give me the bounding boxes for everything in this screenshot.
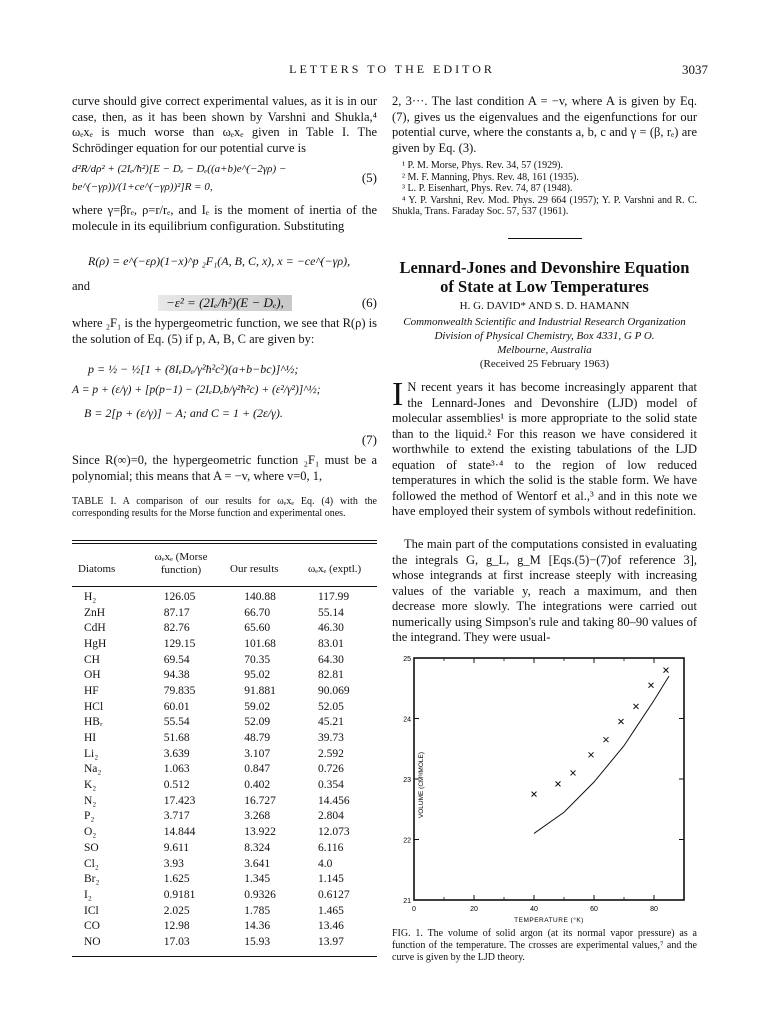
page-number: 3037 [682,62,708,77]
table-top-rule [72,540,377,541]
table-row [72,636,377,652]
table-cell: O₂ [84,826,97,839]
table-cell: 3.268 [244,810,271,823]
table-cell: I₂ [84,888,92,901]
table-cell: 0.9181 [163,888,196,901]
table-cell: 3.717 [163,810,190,823]
affiliation-line-2: Division of Physical Chemistry, Box 4331, G P O. [434,330,655,342]
figure-caption: FIG. 1. The volume of solid argon (at its normal vapor pressure) as a function of the temperature. The crosses are experimental values,⁷ and the curve is given by the LJD theory. [392,928,697,963]
reference-list [392,160,697,218]
table-cell: 59.02 [244,700,271,713]
table-cell: K₂ [84,779,97,792]
table-cell: N₂ [84,794,97,807]
table-row [72,762,377,778]
table-cell: H₂ [84,590,97,603]
table-cell: 66.70 [244,606,271,619]
table-cell: 14.456 [317,794,350,807]
y-tick-label: 23 [403,777,411,784]
col-header-our-results: Our results [230,563,279,575]
table-cell: 0.402 [244,779,271,792]
col-header-diatoms: Diatoms [78,563,116,575]
table-cell: 82.81 [317,669,344,682]
table-cell: 1.785 [244,904,271,917]
y-tick-label: 21 [403,898,411,905]
table-cell: 14.844 [163,826,196,839]
table-cell: 3.641 [244,857,271,870]
table-cell: 39.73 [317,732,344,745]
experimental-point [634,704,639,709]
plot-frame [414,658,684,900]
table-cell: 129.15 [163,637,196,650]
table-row [72,746,377,762]
table-cell: HgH [84,637,107,650]
table-top-rule-2 [72,543,377,544]
x-tick-label: 0 [412,906,416,913]
table-caption: TABLE I. A comparison of our results for ωₑxₑ Eq. (4) with the corresponding results for the Morse function and experimental ones. [72,496,377,519]
table-cell: 4.0 [317,857,333,870]
table-cell: Cl₂ [84,857,99,870]
table-row [72,777,377,793]
table-row [72,589,377,605]
table-row [72,934,377,950]
table-header-rule [72,586,377,587]
table-cell: 140.88 [244,590,276,603]
table-cell: 51.68 [163,732,190,745]
table-cell: 94.38 [163,669,190,682]
table-cell: 3.639 [163,747,190,760]
experimental-point [604,737,609,742]
table-cell: 3.93 [163,857,184,870]
table-cell: ICl [84,904,99,917]
table-cell: HBᵣ [84,716,103,729]
table-cell: 12.073 [317,826,350,839]
table-cell: 1.465 [317,904,344,917]
table-cell: Na₂ [84,763,102,776]
body-paragraph-2: The main part of the computations consisted in evaluating the integrals G, g_L, g_M [Eqs.(5)−(7)of reference 3], whose integrands at first increase steeply with increasing values of the variable y, reach a maximum, and then decrease more slowly. The integrations were carried out numerically using Simpson's rule and taking 80–90 values of the integrand. They were usual- [392,537,697,644]
table-cell: Br₂ [84,873,100,886]
table-cell: 117.99 [317,590,350,603]
running-title: LETTERS TO THE EDITOR [289,62,495,76]
table-row [72,683,377,699]
table-row [72,840,377,856]
table-row [72,871,377,887]
experimental-point [619,719,624,724]
table-cell: 2.025 [163,904,190,917]
table-cell: 1.145 [317,873,344,886]
table-cell: 69.54 [163,653,190,666]
table-cell: 3.107 [244,747,271,760]
table-cell: 1.063 [163,763,190,776]
table-cell: ZnH [84,606,106,619]
table-cell: 0.354 [317,779,344,792]
reference-1: ¹ P. M. Morse, Phys. Rev. 34, 57 (1929). [402,160,563,171]
table-row [72,887,377,903]
body-paragraph-1: I N recent years it has become increasingly apparent that the Lennard-Jones and Devonshire (LJD) model of molecular assemblies¹ is more appropriate to the solid state than to the liquid.² For this reason we have considered it worthwhile to extend the existing tabulations of the LJD equation of state³·⁴ to the region of low reduced temperatures in which the solid is the stable form. We have followed the method of Wentorf et al.,³ and in this note we have employed their system of symbols without redefinition. [392,376,697,518]
table-row [72,667,377,683]
affiliation-line-3: Melbourne, Australia [497,344,592,356]
table-cell: HI [84,732,97,745]
article-title: Lennard-Jones and Devonshire Equation of State at Low Temperatures [399,258,690,296]
x-tick-label: 20 [470,906,478,913]
table-cell: 0.726 [317,763,344,776]
table-cell: 79.835 [163,684,196,697]
equation-5: d²R/dρ² + (2Iₑ/ħ²)[E − Dₑ − Dₑ((a+b)e^(−2γρ) − be^(−γρ))/(1+ce^(−γρ))²]R = 0, (5) [72,163,377,193]
and-text: and [72,279,91,293]
experimental-point [532,792,537,797]
section-divider [508,238,582,239]
table-cell: 15.93 [244,935,271,948]
ljd-theory-curve [534,676,669,833]
y-tick-label: 24 [403,716,411,724]
table-cell: 1.625 [163,873,190,886]
table-cell: 55.54 [163,716,190,729]
equation-substitution: R(ρ) = e^(−ερ)(1−x)^p ₂F₁(A, B, C, x), x = −ce^(−γρ), [88,254,351,268]
table-cell: CH [84,653,100,666]
table-cell: 13.46 [317,920,344,933]
table-cell: 0.847 [244,763,271,776]
experimental-point [556,781,561,786]
table-cell: 65.60 [244,622,271,635]
table-cell: 2.592 [317,747,344,760]
table-cell: OH [84,669,101,682]
table-row [72,699,377,715]
table-cell: CdH [84,622,106,635]
table-cell: 82.76 [163,622,190,635]
col-header-morse: ωₑxₑ (Morse function) [154,551,208,576]
table-cell: 83.01 [317,637,344,650]
table-cell: Li₂ [84,747,99,760]
table-cell: 0.6127 [317,888,350,901]
table-cell: 60.01 [163,700,190,713]
table-row [72,856,377,872]
table-cell: 55.14 [317,606,344,619]
running-header [72,62,708,82]
reference-3: ³ L. P. Eisenhart, Phys. Rev. 74, 87 (1948). [402,183,573,194]
table-cell: HF [84,684,99,697]
table-cell: 52.09 [244,716,271,729]
y-tick-label: 25 [403,656,411,663]
table-cell: 2.804 [317,810,344,823]
table-cell: 17.423 [163,794,196,807]
x-axis-label: TEMPERATURE (°K) [514,917,584,924]
table-row [72,620,377,636]
equation-7: p = ½ − ½[1 + (8IₑDₑ/γ²ħ²c²)(a+b−bc)]^½; A = p + (ε/γ) + [p(p−1) − (2IₑDₑb/γ²ħ²c) + (ε²/γ²)]^½; B = 2[p + (ε/γ)] − A; and C = 1 + (2ε/γ). (7) [72,362,377,447]
affiliation-line-1: Commonwealth Scientific and Industrial Research Organization [403,316,686,328]
experimental-point [664,668,669,673]
table-cell: 14.36 [244,920,271,933]
table-cell: 126.05 [163,590,196,603]
table-bottom-rule [72,956,377,957]
left-para-4: Since R(∞)=0, the hypergeometric function ₂F₁ must be a polynomial; this means that A = −v, where v=0, 1, [72,453,377,483]
reference-4: ⁴ Y. P. Varshni, Rev. Mod. Phys. 29 664 (1957); Y. P. Varshni and R. C. Shukla, Trans. Faraday Soc. 57, 537 (1961). [392,194,697,217]
table-cell: 46.30 [317,622,344,635]
left-para-2: where γ=βrₑ, ρ=r/rₑ, and Iₑ is the moment of inertia of the molecule in its equilibrium configuration. Substituting [72,203,377,233]
received-date: (Received 25 February 1963) [479,358,610,370]
authors: H. G. DAVID* AND S. D. HAMANN [459,300,630,312]
table-cell: 45.21 [317,716,344,729]
table-cell: P₂ [84,810,95,823]
table-cell: 8.324 [244,841,271,854]
table-row [72,652,377,668]
table-row [72,715,377,731]
table-row [72,605,377,621]
table-cell: 87.17 [163,606,190,619]
table-cell: HCl [84,700,104,713]
table-cell: 64.30 [317,653,344,666]
right-para-1: 2, 3···. The last condition A = −v, where A is given by Eq. (7), gives us the eigenvalues and the eigenfunctions for our potential curve, where the constants a, b, c and γ = (β, rₑ) are given by Eq. (3). [392,94,697,155]
table-cell: 101.68 [244,637,276,650]
table-cell: 0.9326 [244,888,276,901]
table-row [72,730,377,746]
drop-cap: I [392,376,404,413]
col-header-exptl: ωₑxₑ (exptl.) [308,563,362,575]
table-cell: CO [84,920,100,933]
results-table [72,589,377,950]
table-cell: NO [84,935,101,948]
table-row [72,903,377,919]
experimental-point [649,683,654,688]
reference-2: ² M. F. Manning, Phys. Rev. 48, 161 (1935). [402,171,579,183]
table-row [72,793,377,809]
table-cell: 12.98 [163,920,190,933]
table-cell: 9.611 [163,841,190,854]
table-row [72,824,377,840]
table-row [72,918,377,934]
y-axis-label: VOLUME (CM³/MOLE) [418,752,425,819]
table-cell: 6.116 [317,841,344,854]
table-cell: 91.881 [244,684,276,697]
left-para-3: where ₂F₁ is the hypergeometric function, we see that R(ρ) is the solution of Eq. (5) if p, A, B, C are given by: [72,316,377,346]
left-para-1: curve should give correct experimental values, as it is in our case, then, as it has been shown by Varshni and Shukla,⁴ ωₑxₑ is much worse than ωₑxₑ given in Table I. The Schrödinger equation for our potential curve is [72,94,377,155]
experimental-point [571,770,576,775]
table-cell: SO [84,841,99,854]
x-tick-label: 40 [530,906,538,913]
x-tick-label: 60 [590,906,598,913]
table-cell: 48.79 [244,732,271,745]
table-cell: 95.02 [244,669,271,682]
table-cell: 70.35 [244,653,271,666]
equation-6: −ε² = (2Iₑ/ħ²)(E − Dₑ), (6) [72,293,377,313]
table-cell: 0.512 [163,779,190,792]
table-row [72,809,377,825]
experimental-point [589,752,594,757]
table-header [72,547,377,583]
volume-temperature-figure [392,654,698,930]
x-tick-label: 80 [650,906,658,913]
y-tick-label: 22 [403,837,411,845]
table-cell: 17.03 [163,935,190,948]
table-cell: 13.922 [244,826,276,839]
table-cell: 90.069 [317,684,350,697]
table-cell: 1.345 [244,873,271,886]
table-cell: 13.97 [317,935,344,948]
table-cell: 52.05 [317,700,344,713]
table-cell: 16.727 [244,794,276,807]
